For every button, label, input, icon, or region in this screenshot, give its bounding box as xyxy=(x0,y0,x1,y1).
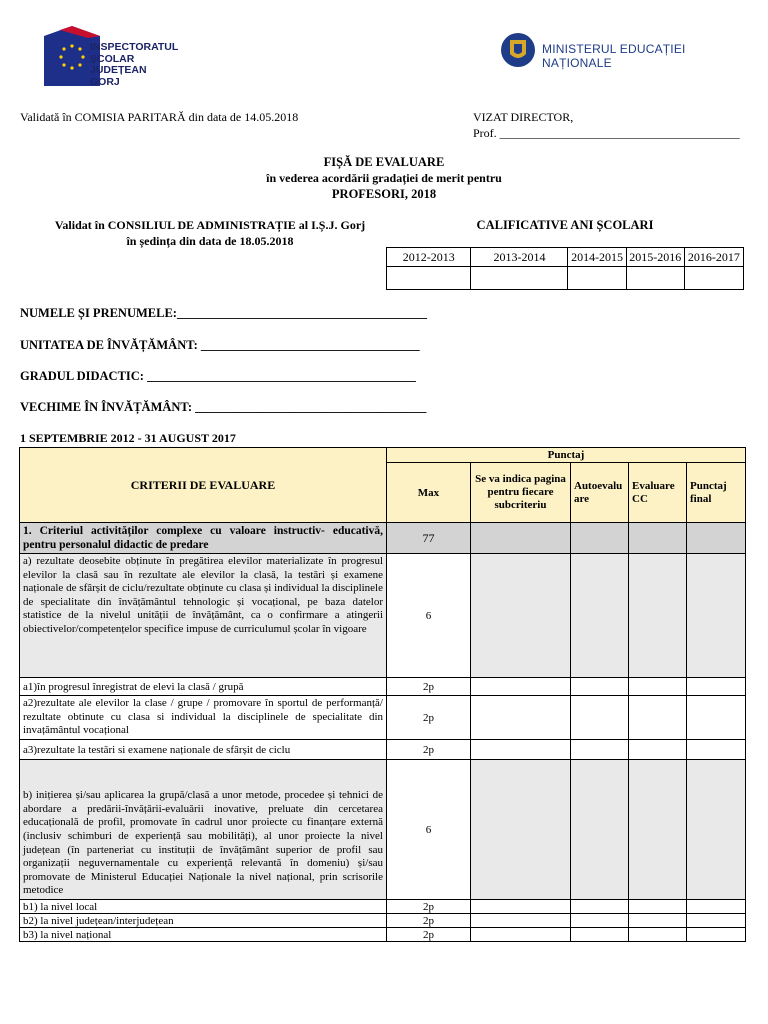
pagina-header: Se va indica pagina pentru fiecare subcriteriu xyxy=(471,463,571,523)
punctaj-final-cell[interactable] xyxy=(687,696,746,740)
prof-signature-line: Prof. ________________________________________ xyxy=(473,126,740,140)
logo-text xyxy=(90,42,178,88)
autoevaluare-cell[interactable] xyxy=(571,760,629,900)
max-value: 2p xyxy=(387,678,471,696)
evaluare-cc-cell[interactable] xyxy=(629,928,687,942)
subcriterion-b1: b1) la nivel local xyxy=(20,900,387,914)
isj-gorj-logo xyxy=(42,20,179,90)
punctaj-final-cell[interactable] xyxy=(687,523,746,554)
punctaj-final-cell[interactable] xyxy=(687,760,746,900)
document-year: PROFESORI, 2018 xyxy=(331,187,437,201)
calificative-table xyxy=(386,247,744,290)
evaluare-cc-cell[interactable] xyxy=(629,523,687,554)
autoevaluare-cell[interactable] xyxy=(571,928,629,942)
autoevaluare-cell[interactable] xyxy=(571,678,629,696)
year-header: 2015-2016 xyxy=(626,248,684,267)
autoevaluare-cell[interactable] xyxy=(571,900,629,914)
vizat-director: VIZAT DIRECTOR, xyxy=(473,110,574,124)
pagina-cell[interactable] xyxy=(471,760,571,900)
coat-of-arms-icon xyxy=(500,30,536,70)
punctaj-header: Punctaj xyxy=(387,448,746,463)
punctaj-final-cell[interactable] xyxy=(687,678,746,696)
evaluare-cc-cell[interactable] xyxy=(629,678,687,696)
pagina-cell[interactable] xyxy=(471,554,571,678)
subcriterion-a3: a3)rezultate la testări si examene naționale de sfârșit de ciclu xyxy=(20,740,387,760)
logo-line: INSPECTORATUL xyxy=(90,41,179,53)
ministry-logo xyxy=(500,30,740,74)
max-header: Max xyxy=(387,463,471,523)
evaluare-cc-cell[interactable] xyxy=(629,914,687,928)
punctaj-final-cell[interactable] xyxy=(687,928,746,942)
evaluare-cc-cell[interactable] xyxy=(629,696,687,740)
max-value: 2p xyxy=(387,914,471,928)
punctaj-final-cell[interactable] xyxy=(687,900,746,914)
ministry-name: MINISTERUL EDUCAȚIEI NAȚIONALE xyxy=(542,42,686,70)
evaluare-cc-cell[interactable] xyxy=(629,554,687,678)
autoevaluare-cell[interactable] xyxy=(571,914,629,928)
document-subtitle: în vederea acordării gradației de merit pentru xyxy=(266,171,502,185)
max-value: 2p xyxy=(387,696,471,740)
evaluare-cc-header: Evaluare CC xyxy=(629,463,687,523)
max-value: 2p xyxy=(387,740,471,760)
subcriterion-a2: a2)rezultate ale elevilor la clase / grupe / promovare în sportul de performanță/ rezultate obtinute cu clasa si individual la disciplinele de specialitate din invațământul vocațional xyxy=(20,696,387,740)
subcriterion-b3: b3) la nivel național xyxy=(20,928,387,942)
autoevaluare-cell[interactable] xyxy=(571,696,629,740)
calificativ-input[interactable] xyxy=(568,267,626,290)
year-header: 2012-2013 xyxy=(387,248,471,267)
calificativ-input[interactable] xyxy=(387,267,471,290)
evaluare-cc-cell[interactable] xyxy=(629,760,687,900)
calificativ-input[interactable] xyxy=(471,267,568,290)
year-header: 2014-2015 xyxy=(568,248,626,267)
punctaj-final-header: Punctaj final xyxy=(687,463,746,523)
autoevaluare-cell[interactable] xyxy=(571,554,629,678)
subcriterion-b: b) inițierea și/sau aplicarea la grupă/clasă a unor metode, procedee și tehnici de abordare a predării-învățării-evaluării inovative, preluate din cercetarea educațională de profil, promovate în cadrul unor proiecte cu finanțare externă (inclusiv schimburi de experiență sau mobilități), al unor proiecte la nivel județean (în parteneriat cu instituții de învățământ superior de profil sau organizații neguvernamentale cu experiență relevantă în domeniu) și/sau promovate de Ministerul Educației Naționale la nivel național, prin scrisorile metodice xyxy=(20,760,387,900)
logo-line: JUDEȚEAN xyxy=(90,64,147,76)
validation-commission: Validată în COMISIA PARITARĂ din data de 14.05.2018 xyxy=(20,110,299,124)
period: 1 SEPTEMBRIE 2012 - 31 AUGUST 2017 xyxy=(20,431,236,445)
pagina-cell[interactable] xyxy=(471,678,571,696)
autoevaluare-header: Autoevaluare xyxy=(571,463,629,523)
punctaj-final-cell[interactable] xyxy=(687,554,746,678)
calificativ-input[interactable] xyxy=(626,267,684,290)
document-title: FIȘĂ DE EVALUARE xyxy=(323,155,445,169)
year-header: 2016-2017 xyxy=(684,248,743,267)
logo-line: ȘCOLAR xyxy=(90,52,135,65)
gradul-field[interactable]: GRADUL DIDACTIC: ___________________________________________ xyxy=(20,369,416,383)
logo-line: GORJ xyxy=(90,75,120,88)
subcriterion-a1: a1)în progresul înregistrat de elevi la clasă / grupă xyxy=(20,678,387,696)
nume-field[interactable]: NUMELE ȘI PRENUMELE:________________________________________ xyxy=(20,306,427,320)
pagina-cell[interactable] xyxy=(471,696,571,740)
evaluare-cc-cell[interactable] xyxy=(629,740,687,760)
max-value: 77 xyxy=(387,523,471,554)
pagina-cell[interactable] xyxy=(471,914,571,928)
max-value: 2p xyxy=(387,928,471,942)
criterion-1: 1. Criteriul activităților complexe cu valoare instructiv- educativă, pentru personalul didactic de predare xyxy=(20,523,387,554)
punctaj-final-cell[interactable] xyxy=(687,740,746,760)
unitatea-field[interactable]: UNITATEA DE ÎNVĂȚĂMÂNT: ___________________________________ xyxy=(20,338,420,352)
pagina-cell[interactable] xyxy=(471,740,571,760)
calificative-title: CALIFICATIVE ANI ȘCOLARI xyxy=(476,218,654,232)
autoevaluare-cell[interactable] xyxy=(571,523,629,554)
vechime-field[interactable]: VECHIME ÎN ÎNVĂȚĂMÂNT: _____________________________________ xyxy=(20,400,427,414)
subcriterion-a: a) rezultate deosebite obținute în pregătirea elevilor materializate în progresul elevilor la clasă sau în rezultate ale elevilor la clasă, la testări și examene naționale de sfârșit de ciclu/rezultate obținute cu clasa și individual la disciplinele de specialitate din învățământul tehnologic și vocațional, pe baza datelor statistice de la nivelul unității de învățământ, ca o confirmare a atingerii obiectivelor/competențelor specifice impuse de curriculumul școlar în vigoare xyxy=(20,554,387,678)
criterii-header: CRITERII DE EVALUARE xyxy=(20,448,387,523)
council-date: în ședința din data de 18.05.2018 xyxy=(126,234,294,248)
max-value: 2p xyxy=(387,900,471,914)
autoevaluare-cell[interactable] xyxy=(571,740,629,760)
pagina-cell[interactable] xyxy=(471,928,571,942)
pagina-cell[interactable] xyxy=(471,900,571,914)
year-header: 2013-2014 xyxy=(471,248,568,267)
max-value: 6 xyxy=(387,554,471,678)
evaluare-cc-cell[interactable] xyxy=(629,900,687,914)
evaluation-table xyxy=(19,447,746,942)
max-value: 6 xyxy=(387,760,471,900)
calificativ-input[interactable] xyxy=(684,267,743,290)
subcriterion-b2: b2) la nivel județean/interjudețean xyxy=(20,914,387,928)
punctaj-final-cell[interactable] xyxy=(687,914,746,928)
council-validation: Validat în CONSILIUL DE ADMINISTRAȚIE al I.Ș.J. Gorj xyxy=(54,218,366,232)
pagina-cell[interactable] xyxy=(471,523,571,554)
